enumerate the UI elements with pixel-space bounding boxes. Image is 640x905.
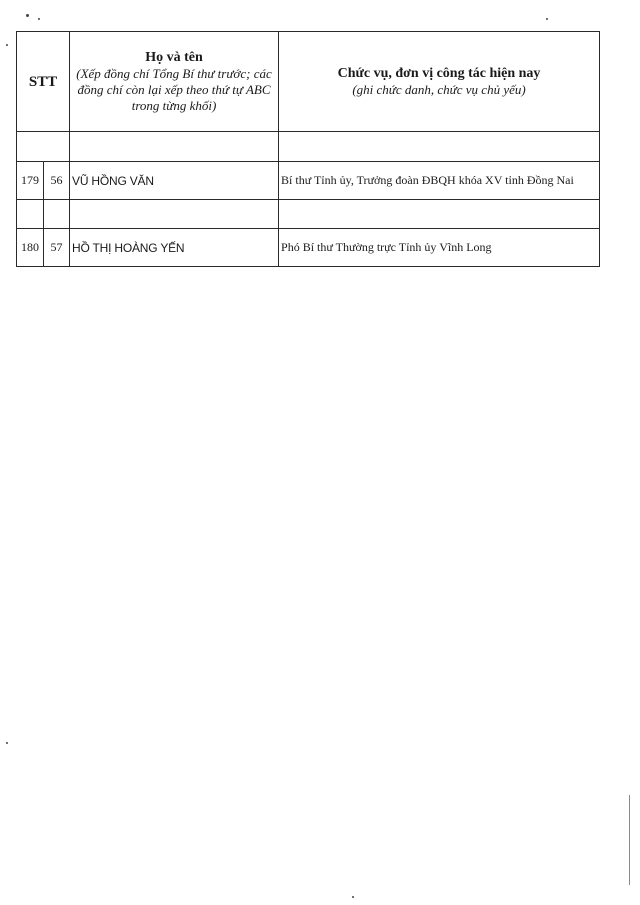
row-spacer — [17, 200, 600, 229]
row-sub-stt: 56 — [44, 162, 70, 200]
table-body — [17, 162, 600, 267]
header-position — [279, 32, 600, 132]
header-stt-label: STT — [28, 73, 58, 90]
scan-speck — [6, 44, 8, 46]
row-name: VŨ HỒNG VĂN — [70, 162, 279, 200]
row-name: HỒ THỊ HOÀNG YẾN — [70, 229, 279, 267]
header-gap-row — [17, 132, 600, 162]
header-position-note: (ghi chức danh, chức vụ chủ yếu) — [352, 82, 526, 97]
row-stt: 180 — [17, 229, 44, 267]
table-row — [17, 229, 600, 267]
scan-speck — [6, 742, 8, 744]
header-stt — [17, 32, 70, 132]
row-position: Phó Bí thư Thường trực Tỉnh ủy Vĩnh Long — [279, 229, 600, 267]
scan-speck — [38, 18, 40, 20]
header-name — [70, 32, 279, 132]
roster-table — [16, 31, 600, 267]
header-name-note: (Xếp đồng chí Tổng Bí thư trước; các đồng chí còn lại xếp theo thứ tự ABC trong từng khối) — [76, 66, 272, 113]
scan-edge-line — [629, 795, 630, 885]
header-name-title: Họ và tên — [145, 50, 203, 65]
row-sub-stt: 57 — [44, 229, 70, 267]
scan-speck — [352, 896, 354, 898]
table-header — [17, 32, 600, 162]
table-row — [17, 162, 600, 200]
row-stt: 179 — [17, 162, 44, 200]
scan-speck — [26, 14, 29, 17]
scan-speck — [546, 18, 548, 20]
row-position: Bí thư Tỉnh ủy, Trưởng đoàn ĐBQH khóa XV tỉnh Đồng Nai — [279, 162, 600, 200]
header-position-title: Chức vụ, đơn vị công tác hiện nay — [337, 66, 541, 81]
